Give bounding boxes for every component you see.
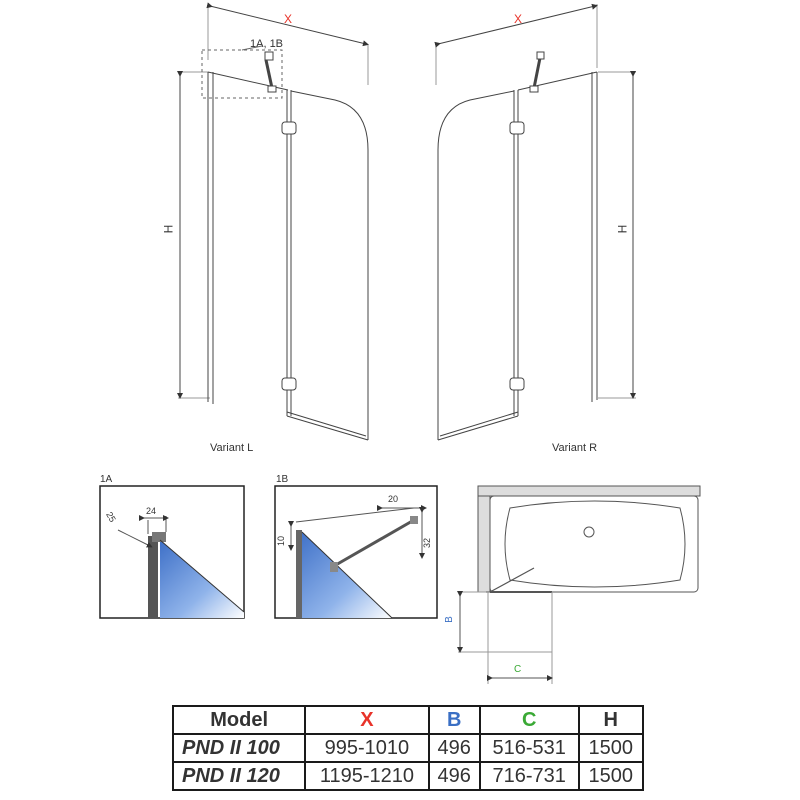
table-header-row (173, 706, 643, 734)
table-row (173, 762, 643, 790)
cell-model: PND II 120 (173, 762, 305, 790)
plan-b-label: B (443, 616, 455, 623)
cell-b: 496 (429, 734, 480, 762)
cell-model: PND II 100 (173, 734, 305, 762)
dim-1a-24: 24 (146, 506, 157, 516)
dim-1b-20: 20 (388, 494, 399, 504)
header-h: H (579, 706, 643, 734)
cell-c: 516-531 (480, 734, 579, 762)
dim-1a-25: 25 (104, 510, 118, 524)
cell-b: 496 (429, 762, 480, 790)
cell-h: 1500 (579, 734, 643, 762)
header-c: C (480, 706, 579, 734)
x-dimension-label-left: X (284, 12, 293, 26)
variant-l-drawing (178, 4, 368, 440)
header-model: Model (173, 706, 305, 734)
cell-c: 716-731 (480, 762, 579, 790)
x-dimension-label-right: X (514, 12, 523, 26)
dim-1b-32: 32 (422, 537, 433, 549)
cell-h: 1500 (579, 762, 643, 790)
detail-1a-title: 1A (100, 474, 113, 485)
header-x: X (305, 706, 428, 734)
detail-1b-title: 1B (276, 474, 289, 485)
callout-label: 1A, 1B (250, 38, 284, 50)
cell-x: 995-1010 (305, 734, 428, 762)
h-dimension-label-right: H (615, 224, 630, 234)
dim-1b-10: 10 (276, 535, 287, 547)
detail-1a (100, 486, 244, 618)
spec-table (172, 705, 644, 791)
variant-r-drawing (436, 4, 636, 440)
cell-x: 1195-1210 (305, 762, 428, 790)
h-dimension-label-left: H (161, 224, 176, 234)
variant-l-label: Variant L (210, 442, 254, 454)
header-b: B (429, 706, 480, 734)
variant-r-label: Variant R (552, 442, 598, 454)
detail-1b (275, 486, 437, 618)
plan-c-label: C (514, 664, 522, 675)
table-row (173, 734, 643, 762)
plan-view (458, 486, 700, 684)
